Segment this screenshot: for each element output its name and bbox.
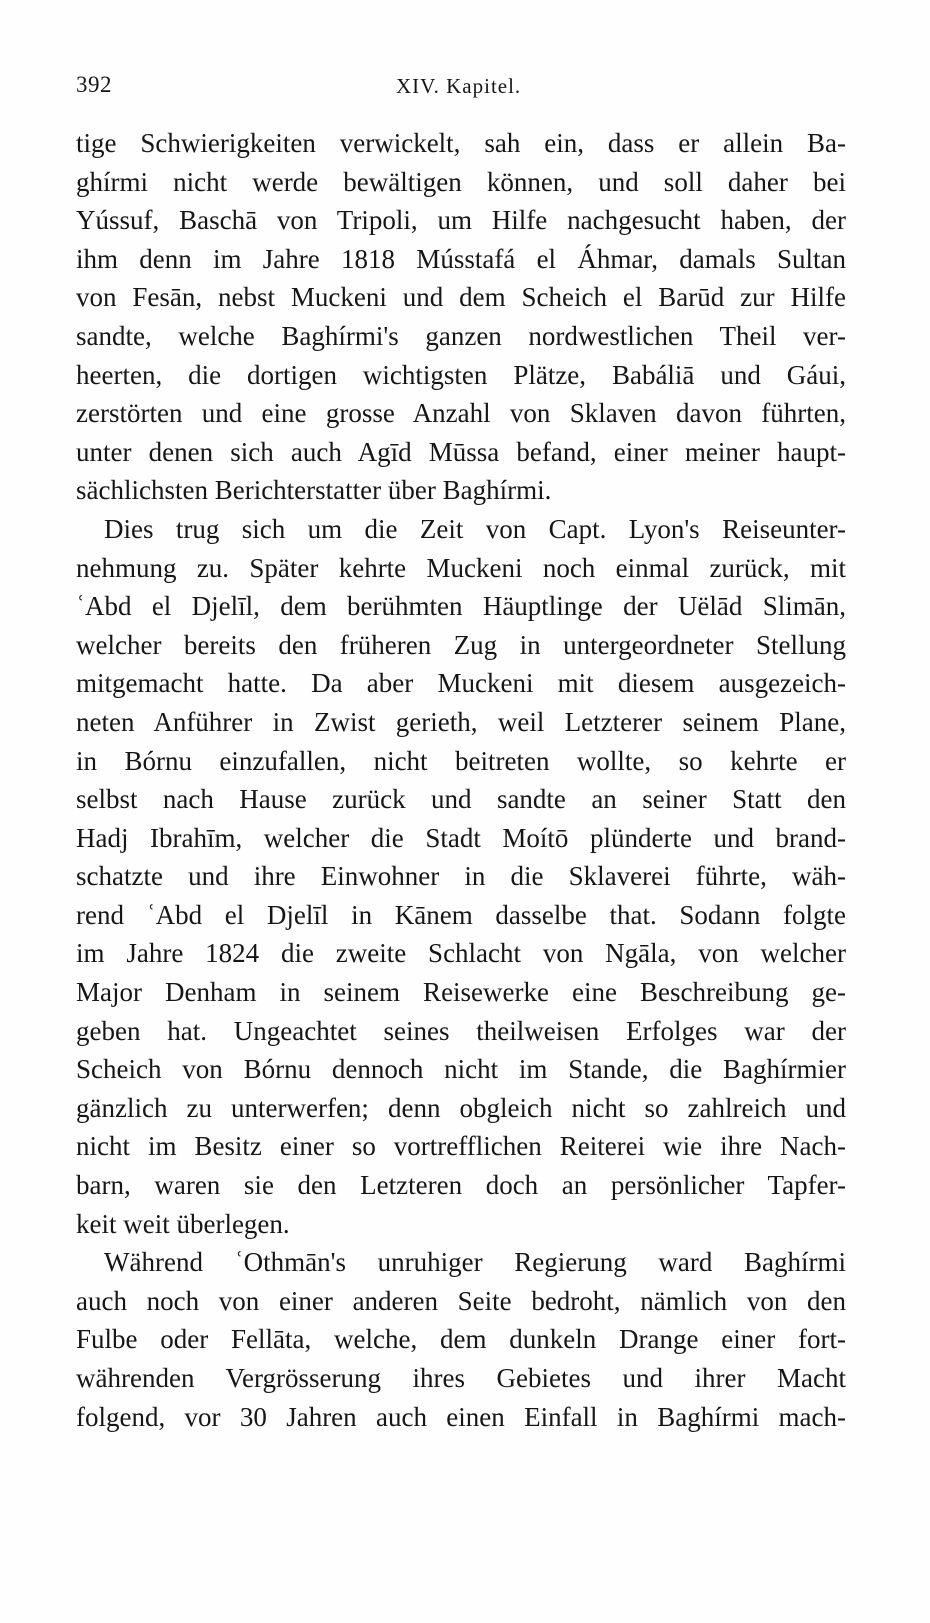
- text-line: Dies trug sich um die Zeit von Capt. Lyon's Reiseunter-: [104, 513, 846, 544]
- text-line: tige Schwierigkeiten verwickelt, sah ein, dass er allein Ba-: [76, 128, 846, 158]
- body-text: [76, 124, 846, 1436]
- text-line: selbst nach Hause zurück und sandte an seiner Statt den: [76, 784, 846, 815]
- text-line: mitgemacht hatte. Da aber Muckeni mit diesem ausgezeich-: [76, 668, 846, 699]
- text-line: währenden Vergrösserung ihres Gebietes und ihrer Macht: [76, 1363, 846, 1393]
- text-line: Während ʿOthmān's unruhiger Regierung ward Baghírmi: [104, 1247, 846, 1278]
- text-line: welcher bereits den früheren Zug in untergeordneter Stellung: [76, 629, 846, 660]
- text-line: ʿAbd el Djelīl, dem berühmten Häuptlinge der Uëlād Slimān,: [76, 591, 846, 622]
- text-line: folgend, vor 30 Jahren auch einen Einfall in Baghírmi mach-: [76, 1401, 846, 1432]
- text-line: Yússuf, Baschā von Tripoli, um Hilfe nachgesucht haben, der: [76, 205, 846, 236]
- text-line: von Fesān, nebst Muckeni und dem Scheich el Barūd zur Hilfe: [76, 282, 846, 313]
- text-line: nicht im Besitz einer so vortrefflichen Reiterei wie ihre Nach-: [76, 1131, 846, 1162]
- text-line: in Bórnu einzufallen, nicht beitreten wollte, so kehrte er: [76, 745, 846, 776]
- text-line: zerstörten und eine grosse Anzahl von Sklaven davon führten,: [76, 398, 846, 429]
- text-line: nehmung zu. Später kehrte Muckeni noch einmal zurück, mit: [76, 552, 846, 583]
- text-line: schatzte und ihre Einwohner in die Sklaverei führte, wäh-: [76, 861, 846, 892]
- text-line: gänzlich zu unterwerfen; denn obgleich nicht so zahlreich und: [76, 1092, 846, 1123]
- text-line: Scheich von Bórnu dennoch nicht im Stande, die Baghírmier: [76, 1054, 846, 1085]
- text-line: barn, waren sie den Letzteren doch an persönlicher Tapfer-: [76, 1170, 846, 1201]
- text-line: Fulbe oder Fellāta, welche, dem dunkeln Drange einer fort-: [76, 1324, 846, 1355]
- paragraph-2: [76, 510, 846, 1243]
- text-line: neten Anführer in Zwist gerieth, weil Letzterer seinem Plane,: [76, 706, 846, 737]
- text-line: Major Denham in seinem Reisewerke eine Beschreibung ge-: [76, 977, 846, 1008]
- text-line: ihm denn im Jahre 1818 Músstafá el Áhmar, damals Sultan: [76, 243, 846, 274]
- text-line: keit weit überlegen.: [76, 1208, 290, 1239]
- text-line: sandte, welche Baghírmi's ganzen nordwestlichen Theil ver-: [76, 320, 846, 351]
- text-line: heerten, die dortigen wichtigsten Plätze, Babáliā und Gáui,: [76, 359, 846, 390]
- page-header: [76, 72, 846, 108]
- running-head: XIV. Kapitel.: [396, 74, 522, 98]
- text-line: auch noch von einer anderen Seite bedroht, nämlich von den: [76, 1285, 846, 1316]
- paragraph-1: [76, 124, 846, 510]
- paragraph-3: [76, 1243, 846, 1436]
- text-line: unter denen sich auch Agīd Mūssa befand, einer meiner haupt-: [76, 436, 846, 467]
- text-line: im Jahre 1824 die zweite Schlacht von Ngāla, von welcher: [76, 938, 846, 969]
- text-line: sächlichsten Berichterstatter über Baghírmi.: [76, 475, 552, 506]
- text-line: geben hat. Ungeachtet seines theilweisen Erfolges war der: [76, 1015, 846, 1046]
- page-number: 392: [76, 72, 112, 97]
- text-line: rend ʿAbd el Djelīl in Kānem dasselbe that. Sodann folgte: [76, 899, 846, 930]
- text-line: Hadj Ibrahīm, welcher die Stadt Moítō plünderte und brand-: [76, 822, 846, 853]
- text-line: ghírmi nicht werde bewältigen können, und soll daher bei: [76, 166, 846, 197]
